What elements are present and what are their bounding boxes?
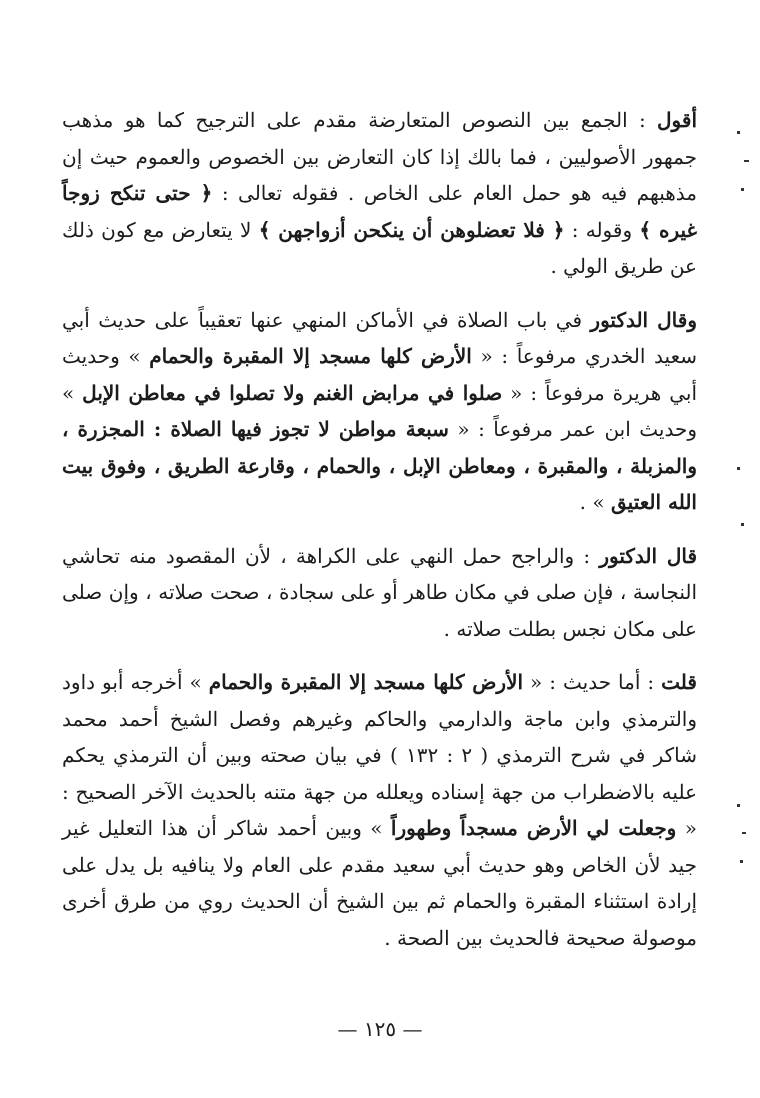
page-number <box>0 1017 760 1041</box>
page-body <box>62 102 697 956</box>
scan-mark <box>737 804 740 807</box>
paragraph <box>62 102 697 285</box>
text-run: » وحديث ابن عمر مرفوعاً : « <box>62 380 697 441</box>
scan-mark <box>740 860 743 863</box>
paragraph <box>62 664 697 956</box>
text-run: » وبين أحمد شاكر أن هذا التعليل غير جيد لأن الخاص وهو حديث أبي سعيد مقدم على العام ولا ينافيه بل يدل على إرادة استثناء المقبرة والحمام ثم بين الشيخ أن الحديث روي من طرق أخرى موصولة صحيحة فالحديث بين الصحة . <box>62 816 697 950</box>
text-run: : أما حديث : « <box>523 670 662 694</box>
scan-mark <box>737 131 740 134</box>
page-number-dash: — <box>402 1017 423 1041</box>
hadith-quote: الأرض كلها مسجد إلا المقبرة والحمام <box>208 670 524 694</box>
text-run: : الجمع بين النصوص المتعارضة مقدم على الترجيح كما هو مذهب جمهور الأصوليين ، فما بالك إذا كان التعارض بين الخصوص والعموم حيث إن مذهبهم فيه هو حمل العام على الخاص . فقوله تعالى : <box>62 108 697 205</box>
text-run: في باب الصلاة في الأماكن المنهي عنها تعقيباً على حديث أبي سعيد الخدري مرفوعاً : « <box>62 307 697 368</box>
hadith-quote: وجعلت لي الأرض مسجداً وطهوراً <box>390 816 677 840</box>
paragraph-lead: وقال الدكتور <box>590 307 697 332</box>
paragraph <box>62 538 697 648</box>
quran-quote: ﴿ حتى تنكح زوجاً غيره ﴾ <box>62 181 697 242</box>
text-run: : والراجح حمل النهي على الكراهة ، لأن المقصود منه تحاشي النجاسة ، فإن صلى في مكان طاهر أو على سجادة ، صحت صلاته ، وإن صلى على مكان نجس بطلت صلاته . <box>62 543 697 641</box>
scan-mark <box>741 523 744 526</box>
scan-mark <box>744 160 749 162</box>
page-number-value: ١٢٥ <box>363 1017 397 1041</box>
paragraph-lead: أقول <box>657 108 697 132</box>
paragraph-lead: قال الدكتور <box>599 543 698 568</box>
text-run: » وحديث أبي هريرة مرفوعاً : « <box>62 344 698 405</box>
hadith-quote: سبعة مواطن لا تجوز فيها الصلاة : المجزرة ، والمزبلة ، والمقبرة ، ومعاطن الإبل ، والحمام ، وقارعة الطريق ، وفوق بيت الله العتيق <box>62 417 697 514</box>
text-run: وقوله : <box>564 217 640 242</box>
scan-mark <box>737 467 740 470</box>
scan-mark <box>742 832 746 834</box>
paragraph <box>62 302 697 521</box>
hadith-quote: صلوا في مرابض الغنم ولا تصلوا في معاطن الإبل <box>82 380 503 405</box>
scan-mark <box>741 188 744 191</box>
text-run: لا يتعارض مع كون ذلك عن طريق الولي . <box>62 217 697 278</box>
paragraph-lead: قلت <box>661 670 697 694</box>
hadith-quote: الأرض كلها مسجد إلا المقبرة والحمام <box>149 344 472 368</box>
page-number-dash: — <box>337 1017 358 1041</box>
text-run: » أخرجه أبو داود والترمذي وابن ماجة والدارمي والحاكم وغيرهم وفصل الشيخ أحمد محمد شاكر في شرح الترمذي ( ٢ : ١٣٢ ) في بيان صحته وبين أن الترمذي يحكم عليه بالاضطراب من جهة إسناده ويعلله من جهة متنه بالحديث الآخر الصحيح : « <box>62 670 698 840</box>
quran-quote: ﴿ فلا تعضلوهن أن ينكحن أزواجهن ﴾ <box>258 217 565 242</box>
text-run: » . <box>579 490 611 514</box>
